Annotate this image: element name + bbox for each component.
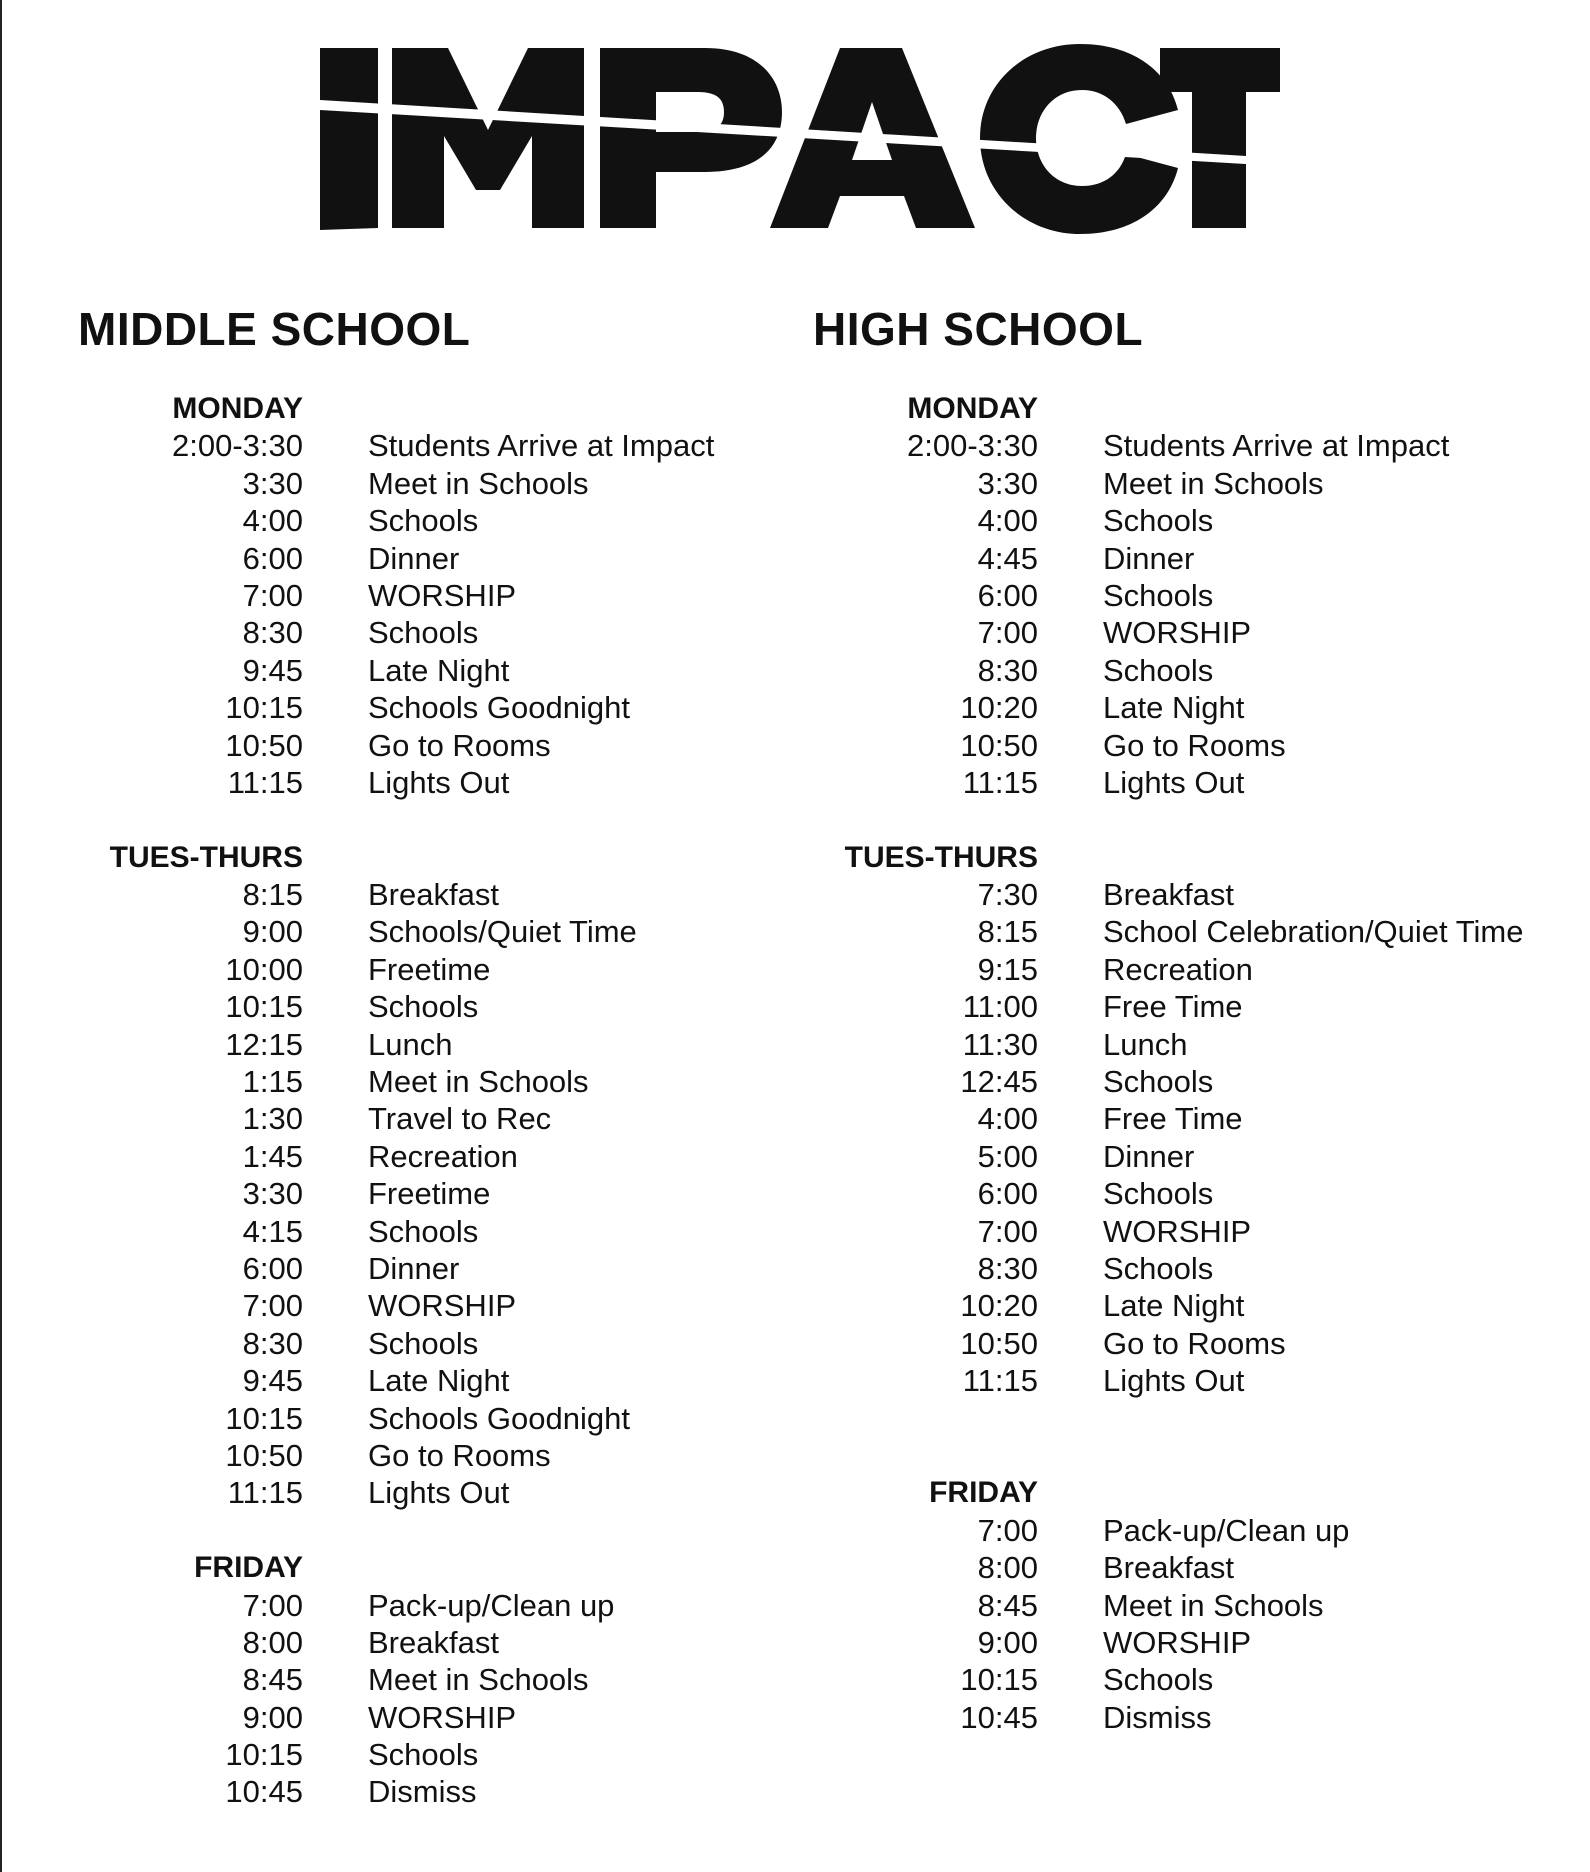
schedule-time: 10:45 [960,1699,1038,1735]
schedule-activity: Schools Goodnight [368,690,630,726]
schedule-time: 9:45 [242,1363,303,1399]
schedule-time: 7:00 [242,1587,303,1623]
schedule-time: 8:45 [242,1662,303,1698]
schedule-row [0,1587,760,1624]
schedule-time: 11:00 [962,989,1038,1025]
schedule-activity: Schools [1103,577,1214,613]
schedule-time: 10:15 [225,989,303,1025]
schedule-activity: Go to Rooms [368,1437,551,1473]
schedule-activity: Dinner [1103,1138,1195,1174]
schedule-time: 10:20 [960,1288,1038,1324]
schedule-time: 9:15 [977,951,1038,987]
day-heading-friday: FRIDAY [929,1476,1038,1510]
schedule-row [0,951,760,988]
day-heading-tues-thurs: TUES-THURS [844,840,1038,874]
high-school-schedule [735,390,1524,1736]
schedule-activity: WORSHIP [368,577,517,613]
schedule-row [735,1699,1495,1736]
schedule-time: 3:30 [977,465,1038,501]
schedule-activity: WORSHIP [1103,1624,1252,1660]
schedule-row [0,1736,760,1773]
schedule-time: 12:15 [225,1026,303,1062]
schedule-row [0,652,760,689]
schedule-time: 8:30 [977,652,1038,688]
schedule-activity: Travel to Rec [368,1101,552,1137]
schedule-row [0,1138,760,1175]
schedule-activity: Meet in Schools [1103,1587,1324,1623]
schedule-row [735,1624,1495,1661]
schedule-activity: Schools [368,503,479,539]
schedule-time: 8:15 [977,914,1038,950]
schedule-time: 1:30 [242,1101,303,1137]
schedule-row [0,1213,760,1250]
schedule-activity: Recreation [1103,951,1253,987]
schedule-time: 2:00-3:30 [172,428,303,464]
schedule-time: 8:15 [242,877,303,913]
schedule-activity: Schools [368,1737,479,1773]
schedule-activity: Schools Goodnight [368,1400,630,1436]
schedule-time: 10:20 [960,690,1038,726]
day-heading-tues-thurs: TUES-THURS [109,840,303,874]
schedule-row [0,1699,760,1736]
schedule-activity: Schools [1103,652,1214,688]
schedule-activity: Go to Rooms [368,727,551,763]
schedule-time: 1:45 [242,1138,303,1174]
schedule-activity: Dinner [368,1250,460,1286]
schedule-time: 7:00 [242,1288,303,1324]
schedule-time: 10:50 [960,727,1038,763]
schedule-time: 4:15 [242,1213,303,1249]
schedule-activity: Breakfast [1103,1550,1234,1586]
schedule-activity: Students Arrive at Impact [368,428,715,464]
schedule-time: 11:15 [227,764,303,800]
schedule-row [735,1287,1495,1324]
schedule-row [735,764,1495,801]
schedule-activity: Meet in Schools [368,1064,589,1100]
schedule-time: 9:00 [242,914,303,950]
day-heading-monday: MONDAY [907,392,1038,425]
schedule-row [0,1661,760,1698]
schedule-activity: Free Time [1103,1101,1243,1137]
schedule-time: 4:00 [977,503,1038,539]
schedule-row [735,876,1495,913]
schedule-row [735,951,1495,988]
schedule-activity: Lights Out [1103,1363,1245,1399]
schedule-row [735,1661,1495,1698]
schedule-row [735,1587,1495,1624]
schedule-activity: Meet in Schools [1103,465,1324,501]
schedule-time: 11:15 [962,764,1038,800]
schedule-activity: School Celebration/Quiet Time [1103,914,1524,950]
schedule-row [735,465,1495,502]
schedule-activity: Breakfast [1103,877,1234,913]
schedule-row [735,1175,1495,1212]
schedule-row [735,913,1524,950]
schedule-row [735,502,1495,539]
schedule-row [0,1773,760,1810]
schedule-row [0,427,760,464]
schedule-row [735,1213,1495,1250]
schedule-time: 10:50 [225,727,303,763]
schedule-activity: Late Night [368,1363,510,1399]
schedule-row [0,988,760,1025]
schedule-row [735,1100,1495,1137]
schedule-activity: Late Night [1103,1288,1245,1324]
schedule-activity: Recreation [368,1138,518,1174]
schedule-row [0,764,760,801]
schedule-row [735,540,1495,577]
schedule-time: 2:00-3:30 [907,428,1038,464]
schedule-time: 7:00 [977,1512,1038,1548]
schedule-time: 9:00 [242,1699,303,1735]
schedule-time: 11:30 [962,1026,1038,1062]
high-school-title: HIGH SCHOOL [813,303,1144,355]
schedule-time: 11:15 [227,1475,303,1511]
schedule-activity: Dinner [368,540,460,576]
schedule-row [735,1138,1495,1175]
schedule-activity: Go to Rooms [1103,727,1286,763]
schedule-activity: Breakfast [368,877,499,913]
schedule-time: 10:45 [225,1774,303,1810]
schedule-row [735,614,1495,651]
schedule-row [735,1325,1495,1362]
schedule-row [735,577,1495,614]
schedule-activity: Schools [368,1213,479,1249]
schedule-time: 6:00 [977,1176,1038,1212]
schedule-row [735,1362,1495,1399]
schedule-activity: WORSHIP [1103,615,1252,651]
schedule-row [0,502,760,539]
schedule-row [735,652,1495,689]
schedule-time: 10:15 [960,1662,1038,1698]
schedule-row [0,1063,760,1100]
schedule-activity: Schools [1103,1064,1214,1100]
schedule-row [0,727,760,764]
schedule-activity: Meet in Schools [368,465,589,501]
schedule-row [0,1287,760,1324]
schedule-row [735,1250,1495,1287]
schedule-row [735,1026,1495,1063]
schedule-time: 10:15 [225,1737,303,1773]
schedule-activity: Schools/Quiet Time [368,914,637,950]
schedule-time: 12:45 [960,1064,1038,1100]
schedule-row [0,1400,760,1437]
schedule-activity: Lights Out [368,1475,510,1511]
schedule-activity: Pack-up/Clean up [368,1587,615,1623]
schedule-time: 10:15 [225,1400,303,1436]
schedule-activity: Freetime [368,951,491,987]
schedule-activity: Lights Out [368,764,510,800]
schedule-activity: Students Arrive at Impact [1103,428,1450,464]
schedule-time: 7:00 [977,615,1038,651]
schedule-activity: Schools [368,989,479,1025]
schedule-activity: Dinner [1103,540,1195,576]
schedule-row [0,1175,760,1212]
middle-school-title: MIDDLE SCHOOL [78,303,471,355]
schedule-time: 5:00 [977,1138,1038,1174]
schedule-activity: Schools [1103,1662,1214,1698]
schedule-activity: Schools [1103,503,1214,539]
schedule-row [735,1549,1495,1586]
schedule-time: 4:00 [242,503,303,539]
schedule-time: 7:00 [242,577,303,613]
schedule-row [0,1624,760,1661]
schedule-row [0,577,760,614]
schedule-row [0,1474,760,1511]
schedule-row [0,689,760,726]
schedule-activity: Pack-up/Clean up [1103,1512,1350,1548]
schedule-activity: Late Night [368,652,510,688]
schedule-row [0,1100,760,1137]
schedule-row [0,1250,760,1287]
schedule-activity: Freetime [368,1176,491,1212]
schedule-row [0,540,760,577]
schedule-activity: Dismiss [368,1774,477,1810]
schedule-time: 8:30 [977,1250,1038,1286]
schedule-activity: Schools [1103,1250,1214,1286]
schedule-activity: Go to Rooms [1103,1325,1286,1361]
schedule-time: 3:30 [242,465,303,501]
schedule-time: 8:00 [242,1624,303,1660]
schedule-row [0,1325,760,1362]
schedule-row [0,913,760,950]
impact-logo-art [320,40,1280,240]
schedule-time: 7:00 [977,1213,1038,1249]
impact-logo [320,40,1280,240]
schedule-time: 9:45 [242,652,303,688]
schedule-activity: Late Night [1103,690,1245,726]
schedule-activity: Breakfast [368,1624,499,1660]
schedule-time: 8:00 [977,1550,1038,1586]
schedule-activity: Lights Out [1103,764,1245,800]
schedule-row [735,988,1495,1025]
schedule-row [735,689,1495,726]
schedule-row [0,876,760,913]
schedule-time: 8:30 [242,615,303,651]
schedule-activity: Lunch [368,1026,453,1062]
schedule-time: 6:00 [242,1250,303,1286]
schedule-time: 10:50 [225,1437,303,1473]
schedule-row [0,1026,760,1063]
schedule-activity: Meet in Schools [368,1662,589,1698]
schedule-activity: Lunch [1103,1026,1188,1062]
schedule-time: 3:30 [242,1176,303,1212]
schedule-row [0,1437,760,1474]
schedule-time: 9:00 [977,1624,1038,1660]
middle-school-schedule [0,390,760,1811]
schedule-time: 10:00 [225,951,303,987]
schedule-row [735,427,1495,464]
schedule-time: 1:15 [242,1064,303,1100]
schedule-activity: WORSHIP [368,1288,517,1324]
schedule-row [735,1063,1495,1100]
schedule-time: 7:30 [977,877,1038,913]
schedule-time: 4:45 [977,540,1038,576]
schedule-activity: Schools [1103,1176,1214,1212]
schedule-time: 4:00 [977,1101,1038,1137]
schedule-row [735,1512,1495,1549]
schedule-time: 6:00 [242,540,303,576]
schedule-time: 6:00 [977,577,1038,613]
schedule-activity: Schools [368,615,479,651]
day-heading-friday: FRIDAY [194,1551,303,1585]
schedule-activity: WORSHIP [368,1699,517,1735]
schedule-activity: Dismiss [1103,1699,1212,1735]
schedule-activity: Free Time [1103,989,1243,1025]
schedule-time: 11:15 [962,1363,1038,1399]
schedule-row [0,1362,760,1399]
schedule-activity: Schools [368,1325,479,1361]
schedule-row [0,465,760,502]
schedule-time: 8:30 [242,1325,303,1361]
schedule-time: 10:15 [225,690,303,726]
schedule-time: 10:50 [960,1325,1038,1361]
schedule-row [735,727,1495,764]
schedule-time: 8:45 [977,1587,1038,1623]
schedule-row [0,614,760,651]
day-heading-monday: MONDAY [172,392,303,425]
schedule-activity: WORSHIP [1103,1213,1252,1249]
